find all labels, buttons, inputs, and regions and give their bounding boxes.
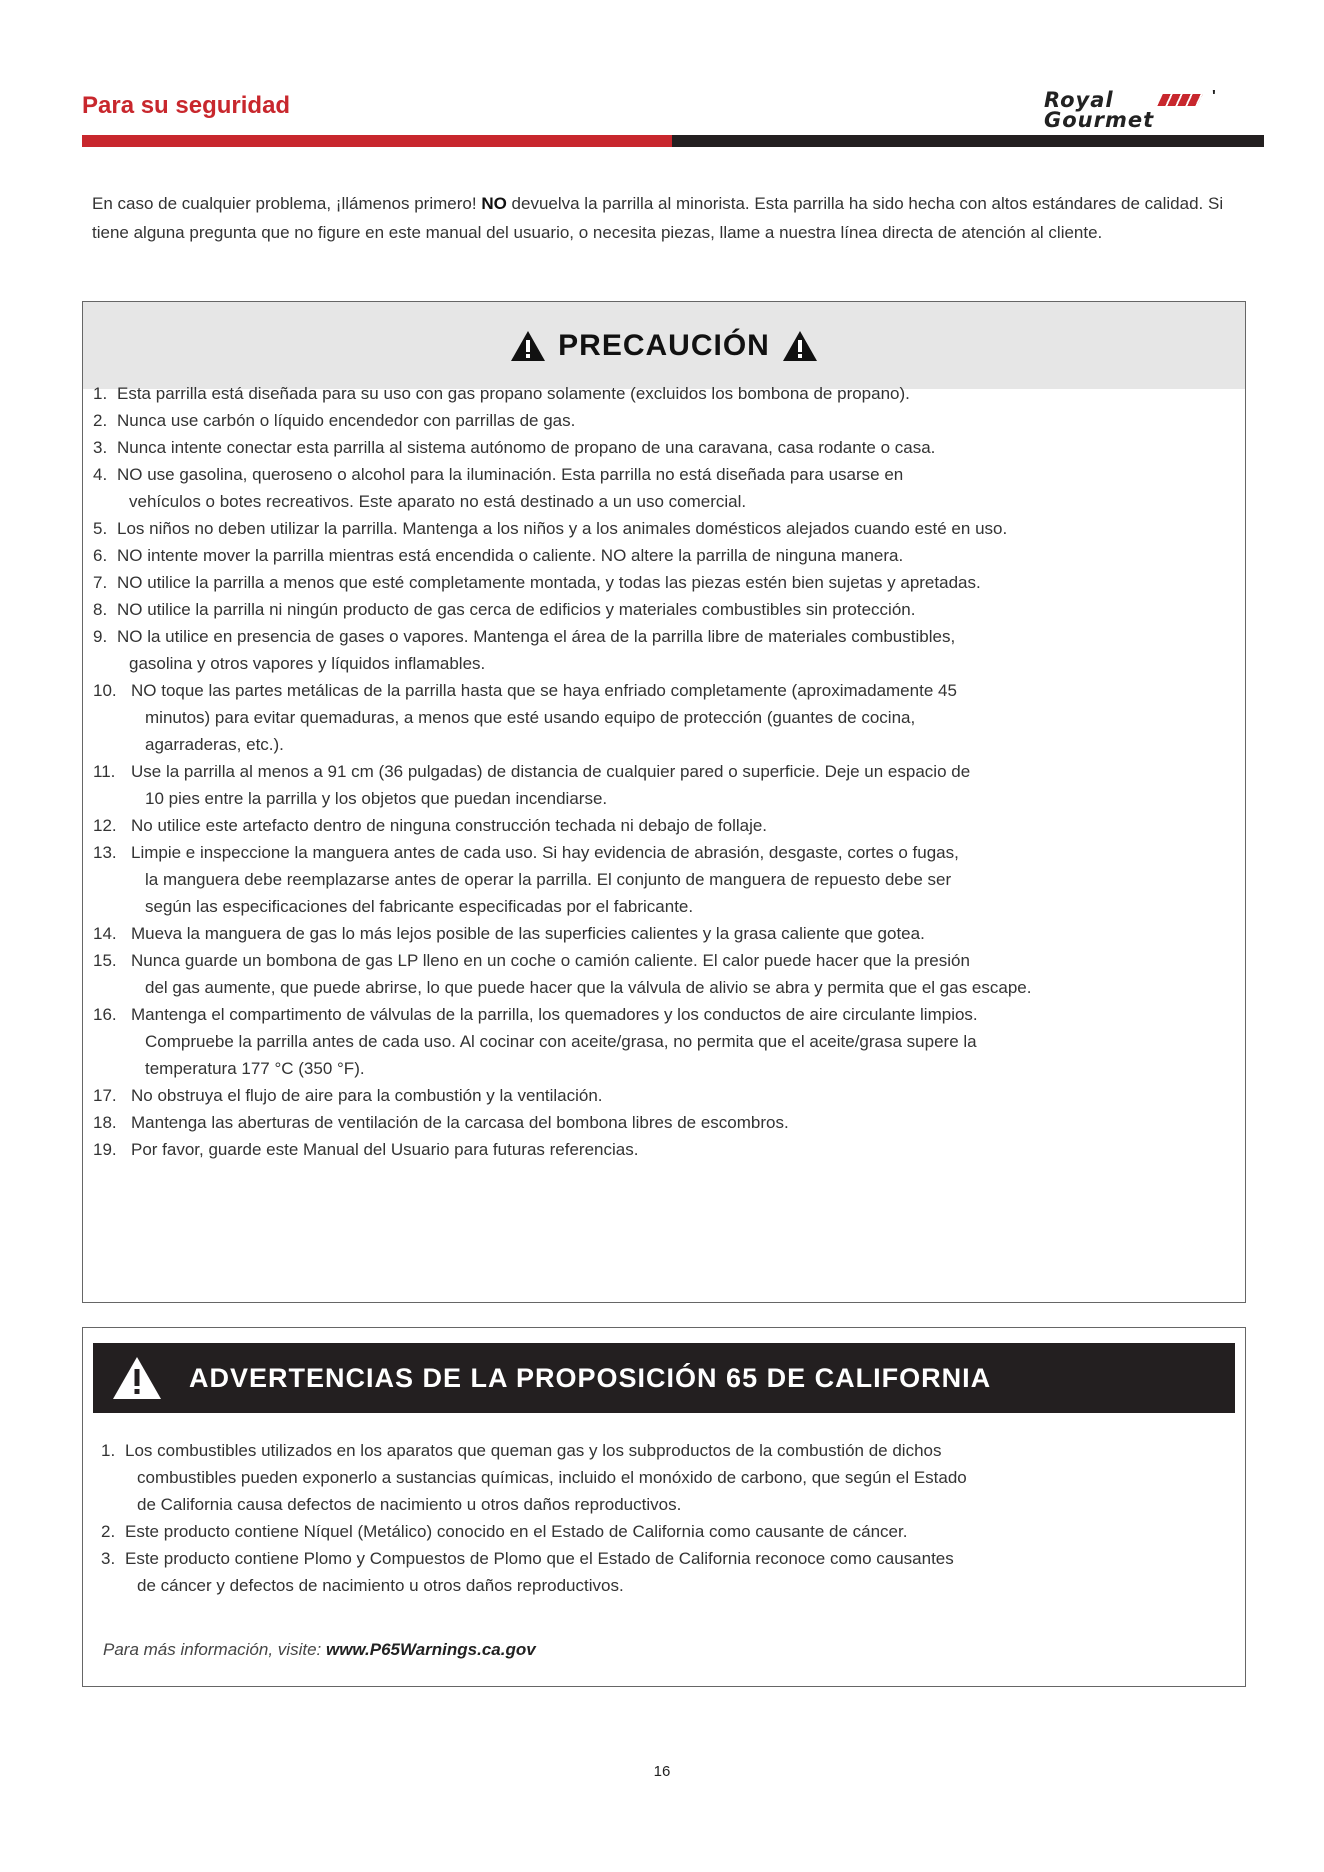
list-item-text: Los combustibles utilizados en los aparatos que queman gas y los subproductos de la combustión de dichos	[125, 1441, 942, 1460]
list-item-number: 14.	[93, 924, 117, 943]
list-item-number: 15.	[93, 951, 117, 970]
list-item	[93, 380, 1243, 407]
list-item-text: de cáncer y defectos de nacimiento u otros daños reproductivos.	[137, 1576, 624, 1595]
list-item-number: 6.	[93, 546, 108, 565]
intro-paragraph	[92, 189, 1260, 247]
list-item-text: Mantenga el compartimento de válvulas de la parrilla, los quemadores y los conductos de aire circulante limpios.	[131, 1005, 978, 1024]
list-item-number: 8.	[93, 600, 108, 619]
list-item	[93, 839, 1243, 920]
list-item-text: Nunca guarde un bombona de gas LP lleno en un coche o camión caliente. El calor puede hacer que la presión	[131, 951, 970, 970]
list-item	[93, 434, 1243, 461]
list-item	[93, 758, 1243, 812]
list-item-number: 2.	[101, 1522, 116, 1541]
list-item	[93, 812, 1243, 839]
list-item-text: 10 pies entre la parrilla y los objetos que puedan incendiarse.	[145, 789, 608, 808]
list-item-number: 4.	[93, 465, 108, 484]
list-item-text: No obstruya el flujo de aire para la combustión y la ventilación.	[131, 1086, 603, 1105]
list-item-number: 5.	[93, 519, 108, 538]
list-item-number: 1.	[101, 1441, 116, 1460]
list-item	[93, 1136, 1243, 1163]
warning-icon	[111, 1355, 163, 1401]
list-item-text: Este producto contiene Níquel (Metálico) conocido en el Estado de California como causante de cáncer.	[125, 1522, 908, 1541]
list-item	[93, 596, 1243, 623]
list-item-text: Esta parrilla está diseñada para su uso con gas propano solamente (excluidos los bombona de propano).	[117, 384, 910, 403]
list-item-text: Mantenga las aberturas de ventilación de la carcasa del bombona libres de escombros.	[131, 1113, 789, 1132]
list-item	[93, 947, 1243, 1001]
list-item-text: minutos) para evitar quemaduras, a menos que esté usando equipo de protección (guantes de cocina,	[145, 708, 916, 727]
list-item-text: según las especificaciones del fabricante especificadas por el fabricante.	[145, 897, 694, 916]
list-item-number: 3.	[101, 1549, 116, 1568]
brand-logo	[1030, 90, 1260, 132]
list-item	[93, 1082, 1243, 1109]
list-item	[93, 677, 1243, 758]
list-item-text: gasolina y otros vapores y líquidos inflamables.	[129, 654, 486, 673]
list-item-text: Use la parrilla al menos a 91 cm (36 pulgadas) de distancia de cualquier pared o superficie. Deje un espacio de	[131, 762, 971, 781]
list-item	[93, 461, 1243, 515]
list-item-number: 12.	[93, 816, 117, 835]
list-item-number: 9.	[93, 627, 108, 646]
logo-flag-icon	[1157, 94, 1203, 106]
list-item-text: NO utilice la parrilla ni ningún producto de gas cerca de edificios y materiales combustibles sin protección.	[117, 600, 916, 619]
intro-bold-no: NO	[481, 194, 507, 213]
list-item-text: agarraderas, etc.).	[145, 735, 284, 754]
list-item-text: NO use gasolina, queroseno o alcohol para la iluminación. Esta parrilla no está diseñada para usarse en	[117, 465, 904, 484]
list-item-number: 13.	[93, 843, 117, 862]
list-item	[93, 515, 1243, 542]
list-item-text: Los niños no deben utilizar la parrilla. Mantenga a los niños y a los animales domésticos alejados cuando esté en uso.	[117, 519, 1008, 538]
list-item-text: Nunca intente conectar esta parrilla al sistema autónomo de propano de una caravana, casa rodante o casa.	[117, 438, 936, 457]
list-item-text: Compruebe la parrilla antes de cada uso. Al cocinar con aceite/grasa, no permita que el aceite/grasa supere la	[145, 1032, 977, 1051]
list-item-number: 17.	[93, 1086, 117, 1105]
list-item-number: 7.	[93, 573, 108, 592]
prop65-header	[93, 1343, 1235, 1413]
prop65-title: ADVERTENCIAS DE LA PROPOSICIÓN 65 DE CALIFORNIA	[189, 1362, 992, 1393]
logo-mark: '	[1212, 88, 1216, 105]
list-item-number: 2.	[93, 411, 108, 430]
list-item	[93, 920, 1243, 947]
prop65-box	[82, 1327, 1246, 1687]
list-item-text: Este producto contiene Plomo y Compuestos de Plomo que el Estado de California reconoce como causantes	[125, 1549, 954, 1568]
warning-icon	[510, 330, 546, 362]
list-item-number: 10.	[93, 681, 117, 700]
list-item	[93, 1109, 1243, 1136]
header-rule-dark	[672, 135, 1264, 147]
list-item-number: 1.	[93, 384, 108, 403]
list-item-number: 16.	[93, 1005, 117, 1024]
list-item-text: Limpie e inspeccione la manguera antes de cada uso. Si hay evidencia de abrasión, desgaste, cortes o fugas,	[131, 843, 959, 862]
list-item-text: Por favor, guarde este Manual del Usuario para futuras referencias.	[131, 1140, 639, 1159]
more-info-link[interactable]: www.P65Warnings.ca.gov	[325, 1640, 536, 1659]
list-item-text: Nunca use carbón o líquido encendedor con parrillas de gas.	[117, 411, 576, 430]
list-item-text: de California causa defectos de nacimiento u otros daños reproductivos.	[137, 1495, 682, 1514]
list-item-number: 3.	[93, 438, 108, 457]
caution-list	[93, 380, 1243, 1163]
list-item-text: NO la utilice en presencia de gases o vapores. Mantenga el área de la parrilla libre de materiales combustibles,	[117, 627, 956, 646]
intro-text-2: devuelva la parrilla al minorista. Esta parrilla ha sido hecha con altos estándares de calidad. Si tiene alguna pregunta que no figure en este manual del usuario, o necesita piezas, llame a nuestra línea directa de atención al cliente.	[92, 194, 1224, 242]
list-item	[101, 1545, 1231, 1599]
list-item	[93, 569, 1243, 596]
header-rule-red	[82, 135, 672, 147]
list-item	[101, 1518, 1231, 1545]
list-item-text: Mueva la manguera de gas lo más lejos posible de las superficies calientes y la grasa caliente que gotea.	[131, 924, 925, 943]
list-item-number: 11.	[93, 762, 116, 781]
list-item-text: la manguera debe reemplazarse antes de operar la parrilla. El conjunto de manguera de repuesto debe ser	[145, 870, 952, 889]
logo-word-gourmet: Gourmet	[1044, 108, 1155, 132]
page-number: 16	[653, 1763, 671, 1780]
list-item	[93, 542, 1243, 569]
intro-text-1: En caso de cualquier problema, ¡llámenos primero!	[92, 194, 482, 213]
list-item-text: NO utilice la parrilla a menos que esté completamente montada, y todas las piezas estén bien sujetas y apretadas.	[117, 573, 981, 592]
list-item-text: vehículos o botes recreativos. Este aparato no está destinado a un uso comercial.	[129, 492, 747, 511]
list-item	[101, 1437, 1231, 1518]
logo-word-royal: Royal	[1044, 88, 1114, 112]
list-item-number: 19.	[93, 1140, 117, 1159]
caution-box	[82, 301, 1246, 1303]
list-item-text: temperatura 177 °C (350 °F).	[145, 1059, 365, 1078]
more-info-label: Para más información, visite:	[103, 1640, 326, 1659]
list-item-text: combustibles pueden exponerlo a sustancias químicas, incluido el monóxido de carbono, que según el Estado	[137, 1468, 967, 1487]
caution-title: PRECAUCIÓN	[558, 328, 770, 362]
page-title: Para su seguridad	[82, 92, 291, 119]
header-rule	[82, 135, 1264, 147]
caution-header	[83, 302, 1245, 389]
more-info	[103, 1640, 536, 1660]
list-item-text: NO intente mover la parrilla mientras está encendida o caliente. NO altere la parrilla de ninguna manera.	[117, 546, 904, 565]
list-item-text: No utilice este artefacto dentro de ninguna construcción techada ni debajo de follaje.	[131, 816, 768, 835]
prop65-list	[101, 1437, 1231, 1599]
list-item	[93, 407, 1243, 434]
list-item-text: NO toque las partes metálicas de la parrilla hasta que se haya enfriado completamente (aproximadamente 45	[131, 681, 957, 700]
warning-icon	[782, 330, 818, 362]
list-item	[93, 623, 1243, 677]
list-item	[93, 1001, 1243, 1082]
list-item-text: del gas aumente, que puede abrirse, lo que puede hacer que la válvula de alivio se abra y permita que el gas escape.	[145, 978, 1032, 997]
list-item-number: 18.	[93, 1113, 117, 1132]
